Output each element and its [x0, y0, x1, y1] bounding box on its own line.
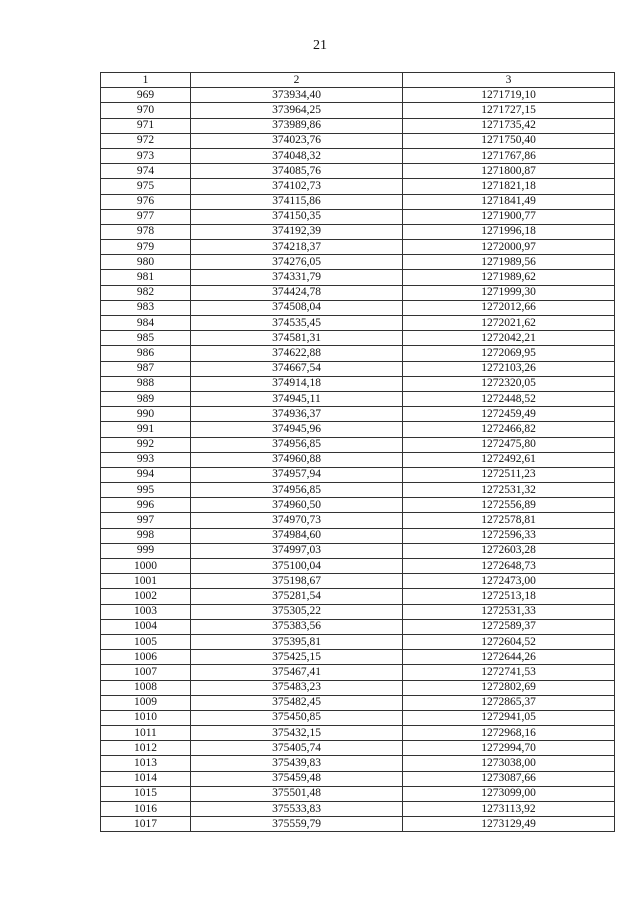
y-coordinate-cell: 1272492,61 [403, 452, 615, 467]
table-row [101, 589, 615, 604]
point-number-cell: 971 [101, 118, 191, 133]
y-coordinate-cell: 1272103,26 [403, 361, 615, 376]
x-coordinate-cell: 375425,15 [191, 650, 403, 665]
point-number-cell: 975 [101, 179, 191, 194]
table-row [101, 467, 615, 482]
y-coordinate-cell: 1272741,53 [403, 665, 615, 680]
table-row [101, 483, 615, 498]
coordinates-table [100, 72, 615, 832]
point-number-cell: 980 [101, 255, 191, 270]
x-coordinate-cell: 374048,32 [191, 148, 403, 163]
point-number-cell: 973 [101, 148, 191, 163]
table-row [101, 194, 615, 209]
y-coordinate-cell: 1272556,89 [403, 498, 615, 513]
x-coordinate-cell: 375281,54 [191, 589, 403, 604]
x-coordinate-cell: 374535,45 [191, 316, 403, 331]
point-number-cell: 1000 [101, 559, 191, 574]
table-row [101, 543, 615, 558]
point-number-cell: 981 [101, 270, 191, 285]
x-coordinate-cell: 374023,76 [191, 133, 403, 148]
point-number-cell: 1003 [101, 604, 191, 619]
y-coordinate-cell: 1272604,52 [403, 634, 615, 649]
table-row [101, 437, 615, 452]
table-row [101, 422, 615, 437]
table-row [101, 407, 615, 422]
x-coordinate-cell: 375432,15 [191, 726, 403, 741]
point-number-cell: 1012 [101, 741, 191, 756]
y-coordinate-cell: 1273113,92 [403, 802, 615, 817]
y-coordinate-cell: 1272578,81 [403, 513, 615, 528]
table-row [101, 574, 615, 589]
y-coordinate-cell: 1272042,21 [403, 331, 615, 346]
point-number-cell: 1005 [101, 634, 191, 649]
x-coordinate-cell: 374581,31 [191, 331, 403, 346]
y-coordinate-cell: 1272069,95 [403, 346, 615, 361]
point-number-cell: 972 [101, 133, 191, 148]
table-row [101, 300, 615, 315]
point-number-cell: 996 [101, 498, 191, 513]
y-coordinate-cell: 1272589,37 [403, 619, 615, 634]
table-row [101, 376, 615, 391]
point-number-cell: 983 [101, 300, 191, 315]
y-coordinate-cell: 1272802,69 [403, 680, 615, 695]
point-number-cell: 969 [101, 88, 191, 103]
point-number-cell: 1002 [101, 589, 191, 604]
point-number-cell: 1015 [101, 786, 191, 801]
x-coordinate-cell: 374970,73 [191, 513, 403, 528]
y-coordinate-cell: 1271767,86 [403, 148, 615, 163]
y-coordinate-cell: 1272012,66 [403, 300, 615, 315]
table-row [101, 726, 615, 741]
table-row [101, 209, 615, 224]
y-coordinate-cell: 1271750,40 [403, 133, 615, 148]
point-number-cell: 991 [101, 422, 191, 437]
y-coordinate-cell: 1271989,56 [403, 255, 615, 270]
table-row [101, 498, 615, 513]
column-header-3: 3 [403, 73, 615, 88]
x-coordinate-cell: 374667,54 [191, 361, 403, 376]
point-number-cell: 1013 [101, 756, 191, 771]
table-row [101, 316, 615, 331]
point-number-cell: 1017 [101, 817, 191, 832]
table-header [101, 73, 615, 88]
y-coordinate-cell: 1272531,32 [403, 483, 615, 498]
x-coordinate-cell: 374956,85 [191, 437, 403, 452]
x-coordinate-cell: 374331,79 [191, 270, 403, 285]
table-row [101, 331, 615, 346]
table-row [101, 665, 615, 680]
column-header-1: 1 [101, 73, 191, 88]
point-number-cell: 999 [101, 543, 191, 558]
table-row [101, 164, 615, 179]
x-coordinate-cell: 375405,74 [191, 741, 403, 756]
x-coordinate-cell: 374102,73 [191, 179, 403, 194]
table-row [101, 817, 615, 832]
table-row [101, 528, 615, 543]
x-coordinate-cell: 374276,05 [191, 255, 403, 270]
x-coordinate-cell: 374622,88 [191, 346, 403, 361]
table-row [101, 361, 615, 376]
y-coordinate-cell: 1272475,80 [403, 437, 615, 452]
x-coordinate-cell: 375467,41 [191, 665, 403, 680]
table-row [101, 619, 615, 634]
table-row [101, 513, 615, 528]
table-row [101, 346, 615, 361]
point-number-cell: 993 [101, 452, 191, 467]
point-number-cell: 987 [101, 361, 191, 376]
x-coordinate-cell: 374115,86 [191, 194, 403, 209]
x-coordinate-cell: 374508,04 [191, 300, 403, 315]
table-row [101, 88, 615, 103]
table-row [101, 285, 615, 300]
table-row [101, 103, 615, 118]
point-number-cell: 985 [101, 331, 191, 346]
table-row [101, 604, 615, 619]
point-number-cell: 977 [101, 209, 191, 224]
x-coordinate-cell: 374945,96 [191, 422, 403, 437]
x-coordinate-cell: 375533,83 [191, 802, 403, 817]
point-number-cell: 986 [101, 346, 191, 361]
y-coordinate-cell: 1273038,00 [403, 756, 615, 771]
point-number-cell: 1016 [101, 802, 191, 817]
x-coordinate-cell: 374914,18 [191, 376, 403, 391]
x-coordinate-cell: 374424,78 [191, 285, 403, 300]
y-coordinate-cell: 1271989,62 [403, 270, 615, 285]
point-number-cell: 988 [101, 376, 191, 391]
point-number-cell: 990 [101, 407, 191, 422]
point-number-cell: 976 [101, 194, 191, 209]
x-coordinate-cell: 375395,81 [191, 634, 403, 649]
point-number-cell: 978 [101, 224, 191, 239]
x-coordinate-cell: 374085,76 [191, 164, 403, 179]
point-number-cell: 1006 [101, 650, 191, 665]
table-row [101, 680, 615, 695]
point-number-cell: 970 [101, 103, 191, 118]
y-coordinate-cell: 1271735,42 [403, 118, 615, 133]
point-number-cell: 994 [101, 467, 191, 482]
table-row [101, 786, 615, 801]
table-row [101, 391, 615, 406]
point-number-cell: 984 [101, 316, 191, 331]
y-coordinate-cell: 1271999,30 [403, 285, 615, 300]
x-coordinate-cell: 375482,45 [191, 695, 403, 710]
point-number-cell: 1008 [101, 680, 191, 695]
table-row [101, 559, 615, 574]
x-coordinate-cell: 375100,04 [191, 559, 403, 574]
y-coordinate-cell: 1272994,70 [403, 741, 615, 756]
point-number-cell: 1014 [101, 771, 191, 786]
y-coordinate-cell: 1271821,18 [403, 179, 615, 194]
x-coordinate-cell: 375305,22 [191, 604, 403, 619]
x-coordinate-cell: 373989,86 [191, 118, 403, 133]
x-coordinate-cell: 375459,48 [191, 771, 403, 786]
x-coordinate-cell: 374957,94 [191, 467, 403, 482]
table-row [101, 452, 615, 467]
table-row [101, 756, 615, 771]
y-coordinate-cell: 1272466,82 [403, 422, 615, 437]
x-coordinate-cell: 375450,85 [191, 710, 403, 725]
table-row [101, 650, 615, 665]
point-number-cell: 982 [101, 285, 191, 300]
x-coordinate-cell: 375383,56 [191, 619, 403, 634]
point-number-cell: 1001 [101, 574, 191, 589]
header-row [101, 73, 615, 88]
y-coordinate-cell: 1272000,97 [403, 240, 615, 255]
point-number-cell: 1011 [101, 726, 191, 741]
y-coordinate-cell: 1272968,16 [403, 726, 615, 741]
y-coordinate-cell: 1272448,52 [403, 391, 615, 406]
table-row [101, 224, 615, 239]
point-number-cell: 1009 [101, 695, 191, 710]
x-coordinate-cell: 375501,48 [191, 786, 403, 801]
x-coordinate-cell: 374956,85 [191, 483, 403, 498]
point-number-cell: 974 [101, 164, 191, 179]
table-row [101, 118, 615, 133]
x-coordinate-cell: 374150,35 [191, 209, 403, 224]
table-row [101, 133, 615, 148]
table-row [101, 802, 615, 817]
y-coordinate-cell: 1272531,33 [403, 604, 615, 619]
y-coordinate-cell: 1271996,18 [403, 224, 615, 239]
y-coordinate-cell: 1272648,73 [403, 559, 615, 574]
y-coordinate-cell: 1271727,15 [403, 103, 615, 118]
y-coordinate-cell: 1272459,49 [403, 407, 615, 422]
y-coordinate-cell: 1272865,37 [403, 695, 615, 710]
y-coordinate-cell: 1271900,77 [403, 209, 615, 224]
y-coordinate-cell: 1273129,49 [403, 817, 615, 832]
point-number-cell: 995 [101, 483, 191, 498]
table-row [101, 270, 615, 285]
x-coordinate-cell: 373934,40 [191, 88, 403, 103]
y-coordinate-cell: 1272473,00 [403, 574, 615, 589]
x-coordinate-cell: 375198,67 [191, 574, 403, 589]
point-number-cell: 1010 [101, 710, 191, 725]
x-coordinate-cell: 374936,37 [191, 407, 403, 422]
y-coordinate-cell: 1272513,18 [403, 589, 615, 604]
table-row [101, 710, 615, 725]
column-header-2: 2 [191, 73, 403, 88]
y-coordinate-cell: 1272941,05 [403, 710, 615, 725]
y-coordinate-cell: 1272596,33 [403, 528, 615, 543]
table-row [101, 771, 615, 786]
table-row [101, 634, 615, 649]
y-coordinate-cell: 1271841,49 [403, 194, 615, 209]
table-row [101, 179, 615, 194]
y-coordinate-cell: 1272021,62 [403, 316, 615, 331]
y-coordinate-cell: 1273087,66 [403, 771, 615, 786]
table-row [101, 148, 615, 163]
x-coordinate-cell: 375483,23 [191, 680, 403, 695]
point-number-cell: 1007 [101, 665, 191, 680]
table-body [101, 88, 615, 832]
point-number-cell: 979 [101, 240, 191, 255]
point-number-cell: 989 [101, 391, 191, 406]
x-coordinate-cell: 374192,39 [191, 224, 403, 239]
x-coordinate-cell: 375559,79 [191, 817, 403, 832]
y-coordinate-cell: 1272644,26 [403, 650, 615, 665]
point-number-cell: 992 [101, 437, 191, 452]
y-coordinate-cell: 1272320,05 [403, 376, 615, 391]
x-coordinate-cell: 375439,83 [191, 756, 403, 771]
x-coordinate-cell: 374960,50 [191, 498, 403, 513]
x-coordinate-cell: 373964,25 [191, 103, 403, 118]
point-number-cell: 998 [101, 528, 191, 543]
y-coordinate-cell: 1271719,10 [403, 88, 615, 103]
point-number-cell: 997 [101, 513, 191, 528]
page-number: 21 [313, 38, 327, 53]
x-coordinate-cell: 374984,60 [191, 528, 403, 543]
table-row [101, 255, 615, 270]
point-number-cell: 1004 [101, 619, 191, 634]
table-row [101, 695, 615, 710]
x-coordinate-cell: 374945,11 [191, 391, 403, 406]
x-coordinate-cell: 374960,88 [191, 452, 403, 467]
y-coordinate-cell: 1273099,00 [403, 786, 615, 801]
x-coordinate-cell: 374997,03 [191, 543, 403, 558]
table-row [101, 240, 615, 255]
table-row [101, 741, 615, 756]
y-coordinate-cell: 1272511,23 [403, 467, 615, 482]
y-coordinate-cell: 1271800,87 [403, 164, 615, 179]
y-coordinate-cell: 1272603,28 [403, 543, 615, 558]
x-coordinate-cell: 374218,37 [191, 240, 403, 255]
